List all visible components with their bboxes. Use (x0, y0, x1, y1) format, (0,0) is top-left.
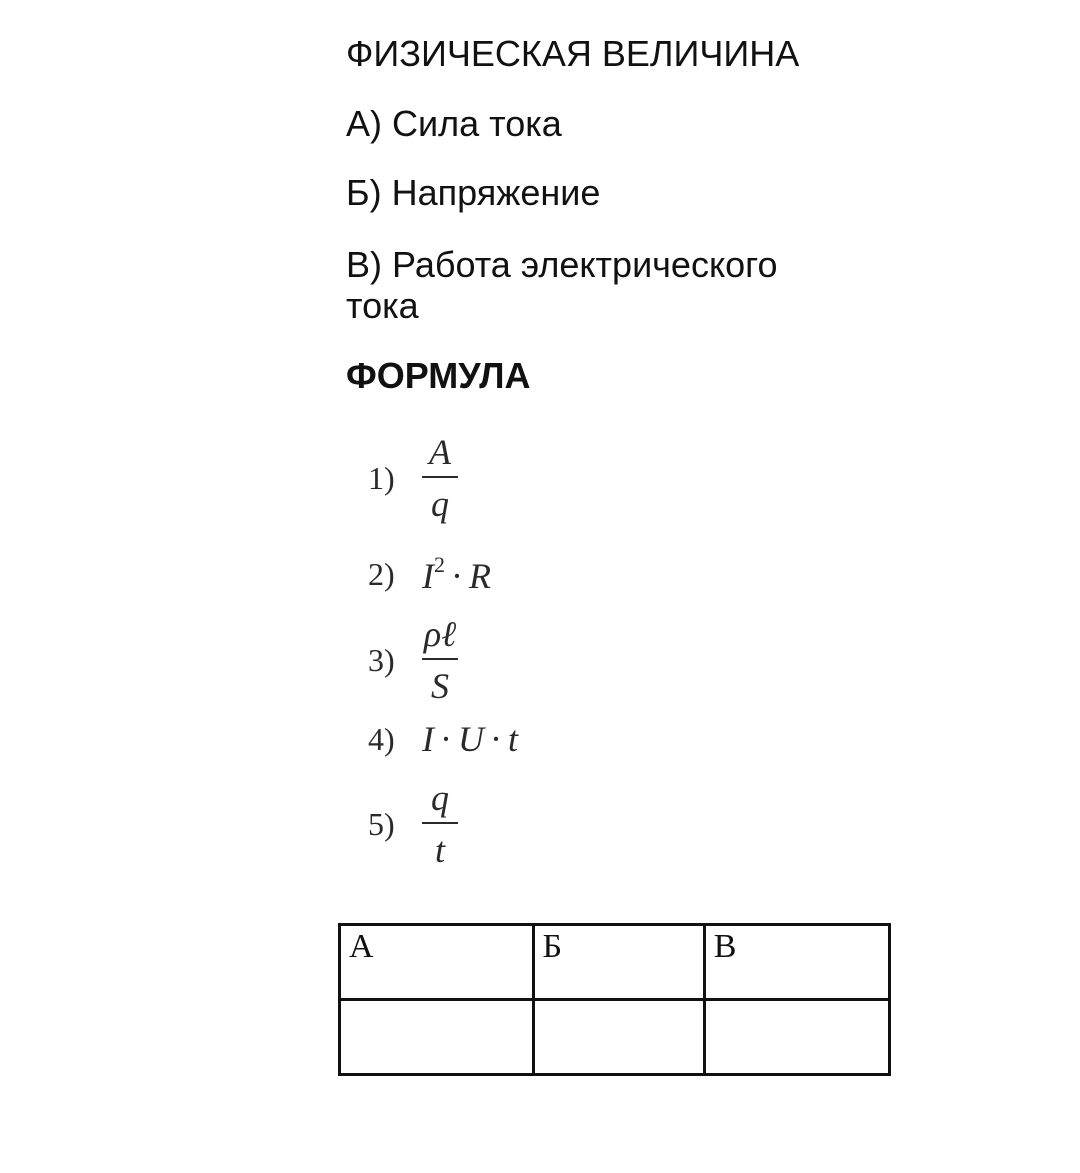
formula-3 (368, 614, 458, 706)
time-symbol: t (508, 719, 519, 759)
quantities-heading: ФИЗИЧЕСКАЯ ВЕЛИЧИНА (346, 33, 800, 74)
answer-value-row (340, 1000, 890, 1075)
numerator: A (429, 432, 451, 472)
quantity-item-v-line2: тока (346, 285, 419, 326)
denominator: t (434, 830, 445, 870)
multiply-dot: · (490, 719, 502, 759)
answer-cell-v[interactable] (704, 1000, 889, 1075)
denominator: S (431, 666, 449, 706)
quantity-item-b: Б) Напряжение (346, 172, 601, 213)
fraction (422, 432, 458, 524)
fraction (422, 778, 458, 870)
answer-table (338, 923, 891, 1076)
formula-1 (368, 432, 458, 524)
denominator: q (431, 484, 449, 524)
formula-number: 4) (368, 720, 395, 757)
formula-2 (368, 552, 491, 597)
exponent: 2 (434, 552, 445, 577)
answer-cell-b[interactable] (533, 1000, 704, 1075)
multiply-dot: · (440, 719, 452, 759)
expression (422, 552, 491, 597)
formula-number: 1) (368, 459, 395, 496)
answer-header-row (340, 925, 890, 1000)
current-symbol: I (422, 719, 434, 759)
expression (422, 718, 518, 760)
formula-5 (368, 778, 458, 870)
fraction-bar (422, 658, 458, 660)
voltage-symbol: U (458, 719, 484, 759)
fraction-bar (422, 822, 458, 824)
formula-number: 5) (368, 805, 395, 842)
numerator: q (431, 778, 449, 818)
formula-4 (368, 718, 518, 760)
base: I (422, 556, 434, 596)
numerator: ρℓ (423, 614, 457, 654)
formulas-heading: ФОРМУЛА (346, 355, 531, 396)
answer-header-v: В (704, 925, 889, 1000)
multiply-dot: · (451, 556, 463, 596)
quantity-item-v-line1: В) Работа электрического (346, 244, 778, 285)
formula-number: 3) (368, 641, 395, 678)
fraction (422, 614, 458, 706)
fraction-bar (422, 476, 458, 478)
answer-header-b: Б (533, 925, 704, 1000)
answer-cell-a[interactable] (340, 1000, 534, 1075)
quantity-item-a: А) Сила тока (346, 103, 562, 144)
answer-header-a: А (340, 925, 534, 1000)
formula-number: 2) (368, 556, 395, 592)
resistance-symbol: R (469, 556, 491, 596)
